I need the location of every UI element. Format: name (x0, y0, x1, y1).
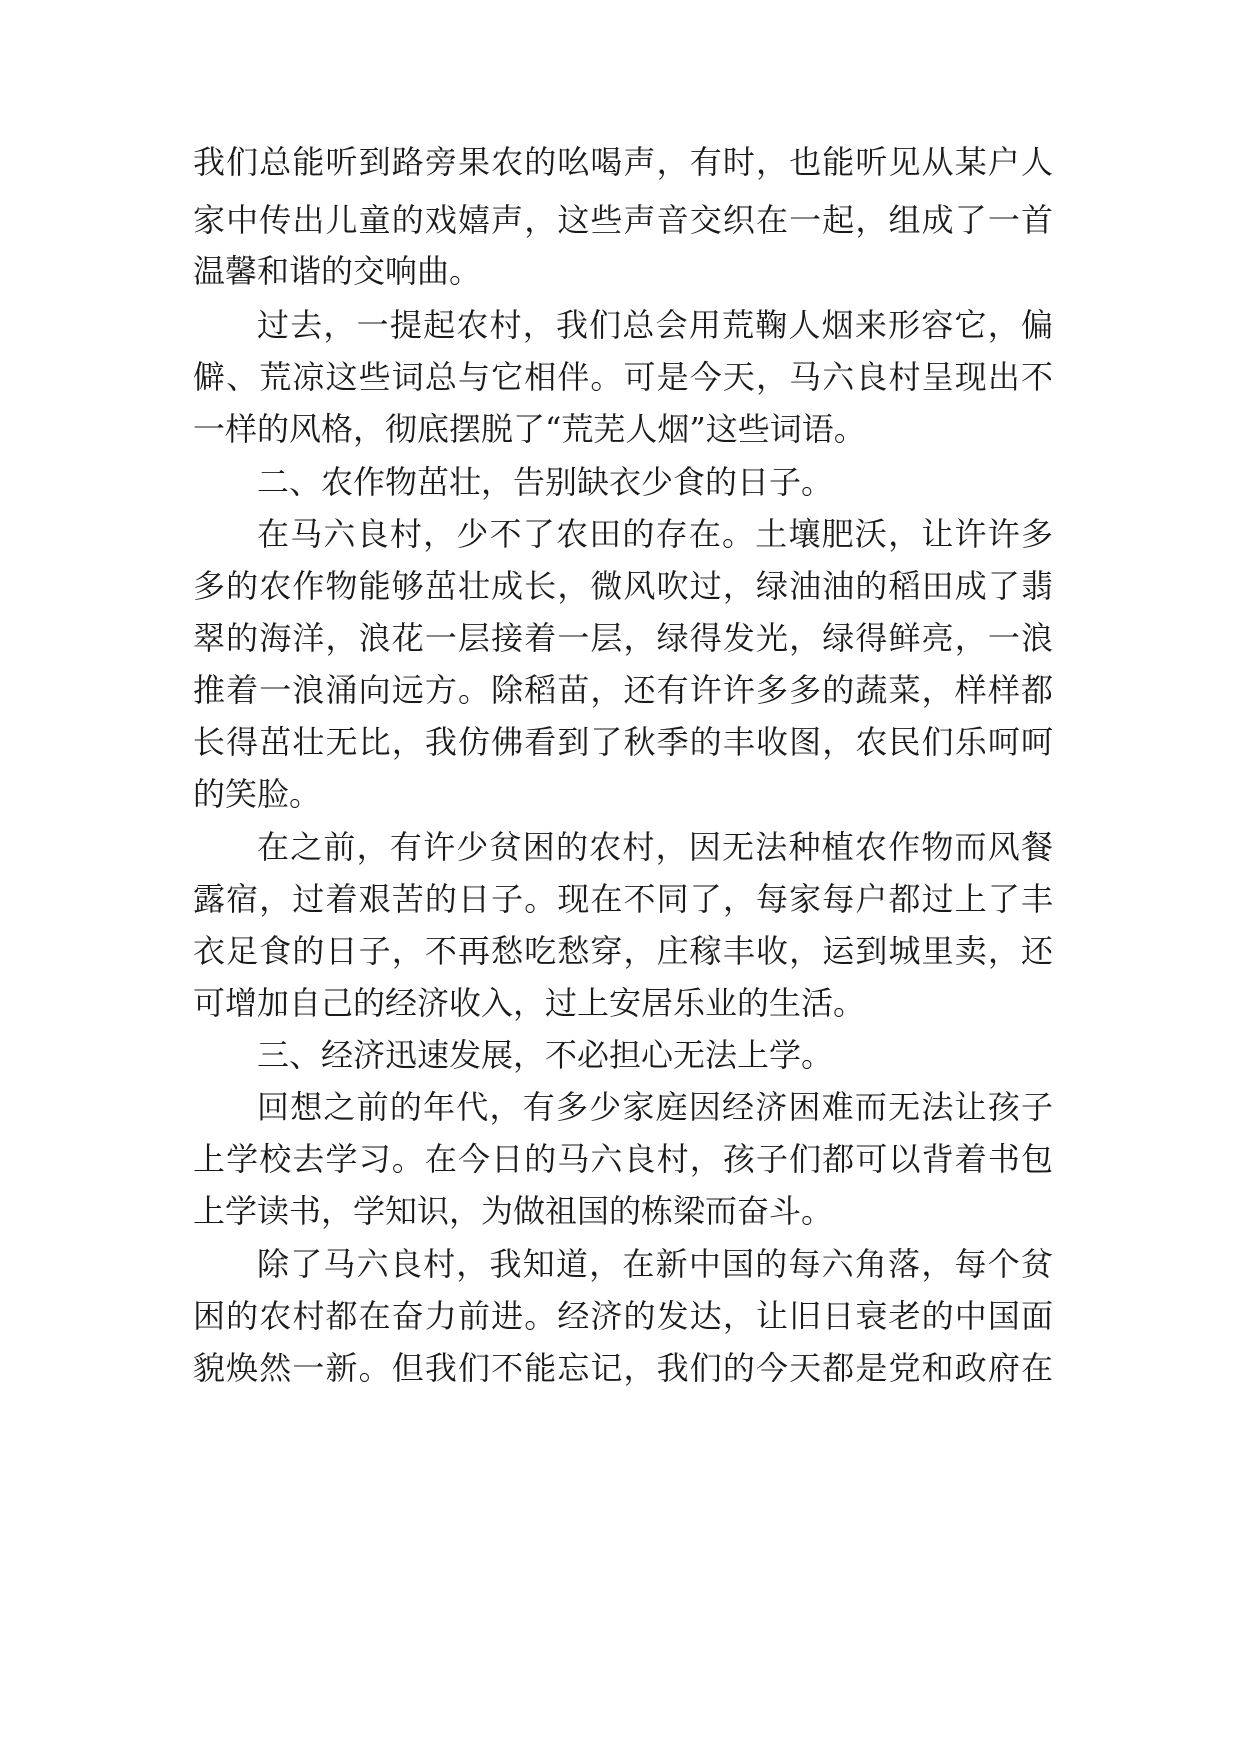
text-line: 僻、荒凉这些词总与它相伴。可是今天，马六良村呈现出不 (193, 358, 1053, 396)
text-line: 上学校去学习。在今日的马六良村，孩子们都可以背着书包 (193, 1140, 1053, 1178)
text-line: 长得茁壮无比，我仿佛看到了秋季的丰收图，农民们乐呵呵 (193, 723, 1053, 761)
text-line: 一样的风格，彻底摆脱了“荒芜人烟”这些词语。 (193, 410, 866, 448)
text-line: 貌焕然一新。但我们不能忘记，我们的今天都是党和政府在 (193, 1349, 1053, 1387)
text-line: 我们总能听到路旁果农的吆喝声，有时，也能听见从某户人 (193, 143, 1053, 181)
text-line: 衣足食的日子，不再愁吃愁穿，庄稼丰收，运到城里卖，还 (193, 932, 1053, 970)
text-line: 露宿，过着艰苦的日子。现在不同了，每家每户都过上了丰 (193, 880, 1053, 918)
text-line: 的笑脸。 (193, 775, 322, 813)
section-heading: 二、农作物茁壮，告别缺衣少食的日子。 (257, 463, 834, 501)
text-line: 家中传出儿童的戏嬉声，这些声音交织在一起，组成了一首 (193, 201, 1053, 239)
paragraph-first-line: 在之前，有许少贫困的农村，因无法种植农作物而风餐 (257, 828, 1053, 866)
text-line: 可增加自己的经济收入，过上安居乐业的生活。 (193, 984, 866, 1022)
text-line: 上学读书，学知识，为做祖国的栋梁而奋斗。 (193, 1192, 834, 1230)
text-line: 推着一浪涌向远方。除稻苗，还有许许多多的蔬菜，样样都 (193, 671, 1053, 709)
text-line: 多的农作物能够茁壮成长，微风吹过，绿油油的稻田成了翡 (193, 567, 1053, 605)
text-line: 温馨和谐的交响曲。 (193, 252, 482, 290)
section-heading: 三、经济迅速发展，不必担心无法上学。 (257, 1036, 834, 1074)
text-line: 翠的海洋，浪花一层接着一层，绿得发光，绿得鲜亮，一浪 (193, 619, 1053, 657)
paragraph-first-line: 除了马六良村，我知道，在新中国的每六角落，每个贫 (257, 1245, 1053, 1283)
paragraph-first-line: 在马六良村，少不了农田的存在。土壤肥沃，让许许多 (257, 515, 1053, 553)
text-line: 困的农村都在奋力前进。经济的发达，让旧日衰老的中国面 (193, 1297, 1053, 1335)
paragraph-first-line: 过去，一提起农村，我们总会用荒鞠人烟来形容它，偏 (257, 306, 1053, 344)
paragraph-first-line: 回想之前的年代，有多少家庭因经济困难而无法让孩子 (257, 1088, 1053, 1126)
